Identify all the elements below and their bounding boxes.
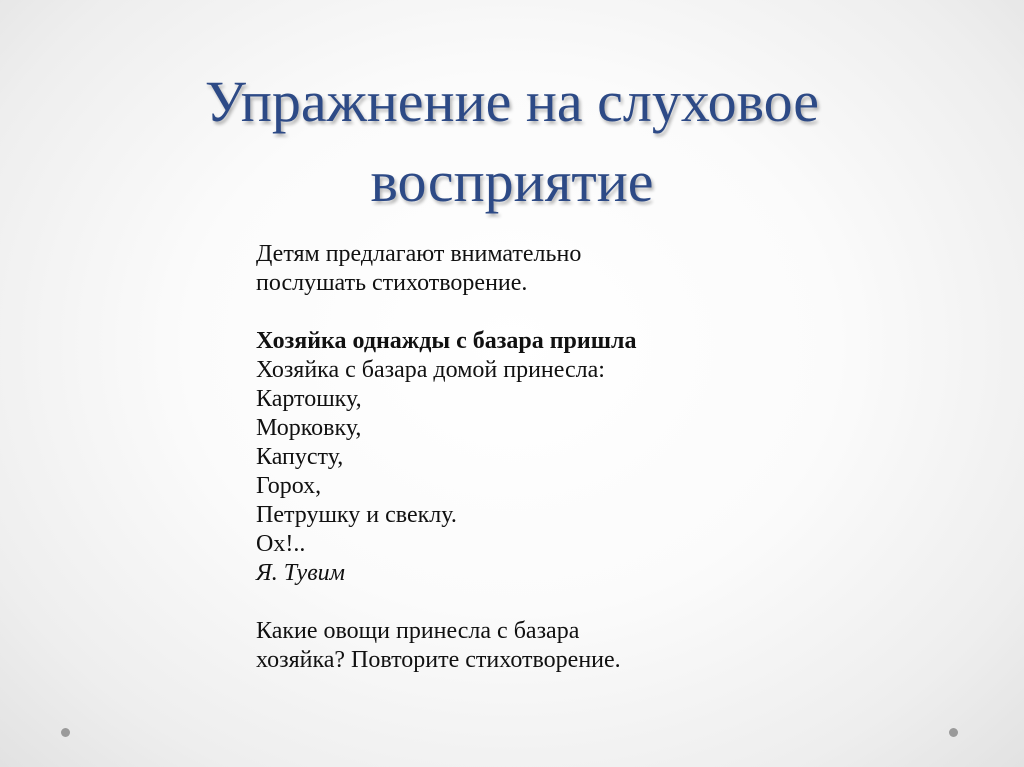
intro-line-1: Детям предлагают внимательно [256,241,582,267]
poem-line: Капусту, [256,444,344,470]
spacer [256,298,776,327]
slide-title-line-1: Упражнение на слуховое [204,69,820,134]
poem-line: Картошку, [256,386,362,412]
poem-author: Я. Тувим [256,560,345,586]
decorative-dot-right-icon [949,728,958,737]
poem-line: Петрушку и свеклу. [256,502,457,528]
slide-body [256,240,776,675]
poem-line: Хозяйка с базара домой принесла: [256,357,605,383]
decorative-dot-left-icon [61,728,70,737]
poem-line: Ох!.. [256,531,306,557]
intro-line-2: послушать стихотворение. [256,270,528,296]
question-line-2: хозяйка? Повторите стихотворение. [256,647,621,673]
poem-line: Горох, [256,473,322,499]
spacer [256,588,776,617]
question-line-1: Какие овощи принесла с базара [256,618,580,644]
slide-title-line-2: восприятие [370,149,654,214]
poem-title: Хозяйка однажды с базара пришла [256,328,637,354]
poem-line: Морковку, [256,415,362,441]
slide-title [0,62,1024,222]
